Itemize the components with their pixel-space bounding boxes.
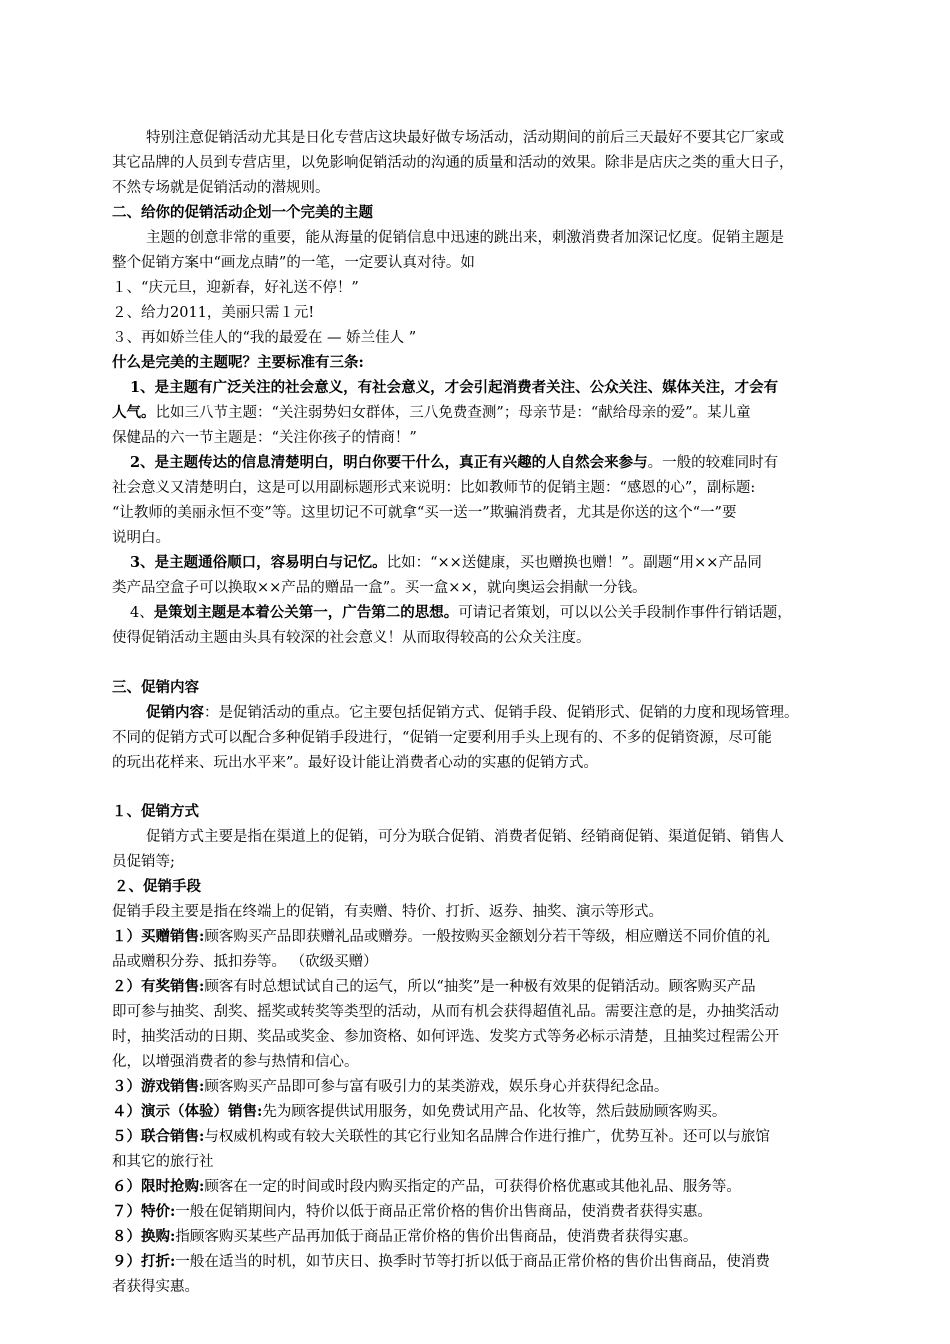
item-3-text: 顾客购买产品即可参与富有吸引力的某类游戏，娱乐身心并获得纪念品。	[204, 1079, 669, 1095]
criterion-2-line-1	[112, 451, 910, 476]
item-1-line-2: 品或赠积分券、抵扣券等。 （砍级买赠）	[112, 954, 378, 970]
sec3-para-line-2: 不同的促销方式可以配合多种促销手段进行，“促销一定要利用手头上现有的、不多的促销资源，尽可能	[112, 730, 772, 746]
intro-line-3: 不然专场就是促销活动的潜规则。	[112, 180, 330, 196]
criterion-4-line-1	[112, 601, 910, 626]
sec3-para-bold: 促销内容	[146, 704, 204, 721]
criterion-2-text: 。一般的较难同时有	[647, 455, 779, 471]
item-4-line-1	[112, 1100, 892, 1125]
criterion-4-line-2: 使得促销活动主题由头具有较深的社会意义！从而取得较高的公众关注度。	[112, 630, 591, 646]
criterion-1-line-1: 1、是主题有广泛关注的社会意义，有社会意义，才会引起消费者关注、公众关注、媒体关注，才会有	[130, 379, 779, 396]
criterion-4-bold: 是策划主题是本着公关第一，广告第二的思想。	[153, 604, 459, 621]
section-2-heading: 二、给你的促销活动企划一个完美的主题	[112, 204, 373, 221]
item-6-label: ６）限时抢购:	[112, 1178, 205, 1195]
item-9-text: 一般在适当的时机，如节庆日、换季时节等打折以低于商品正常价格的售价出售商品，使消费	[175, 1254, 770, 1270]
example-1: １、“庆元旦，迎新春，好礼送不停！”	[112, 280, 359, 296]
item-8-text: 指顾客购买某些产品再加低于商品正常价格的售价出售商品，使消费者获得实惠。	[175, 1229, 698, 1245]
item-1-line-1	[112, 925, 892, 950]
example-2: ２、给力2011，美丽只需１元!	[112, 305, 315, 321]
criteria-question: 什么是完美的主题呢？主要标准有三条:	[112, 354, 364, 371]
item-2-line-2: 即可参与抽奖、刮奖、摇奖或转奖等类型的活动，从而有机会获得超值礼品。需要注意的是，办抽奖活动	[112, 1004, 779, 1020]
criterion-1-bold-tail: 人气。	[112, 404, 156, 421]
sec2-para-line-2: 整个促销方案中“画龙点睛”的一笔，一定要认真对待。如	[112, 255, 475, 271]
subsection-2-intro: 促销手段主要是指在终端上的促销，有卖赠、特价、打折、返券、抽奖、演示等形式。	[112, 904, 663, 920]
criterion-4-text: 可请记者策划，可以以公关手段制作事件行销话题，	[458, 605, 792, 621]
criterion-3-text: 比如：“××送健康，买也赠换也赠！”。副题“用××产品同	[386, 555, 762, 571]
criterion-3-line-1	[112, 551, 910, 576]
criterion-1-line-3: 保健品的六一节主题是：“关注你孩子的情商！”	[112, 430, 417, 446]
criterion-1-line-2	[112, 401, 892, 426]
item-6-text: 顾客在一定的时间或时段内购买指定的产品，可获得价格优惠或其他礼品、服务等。	[204, 1179, 741, 1195]
item-5-label: ５）联合销售:	[112, 1128, 205, 1145]
item-9-label: ９）打折:	[112, 1253, 176, 1270]
intro-line-1: 特别注意促销活动尤其是日化专营店这块最好做专场活动，活动期间的前后三天最好不要其它厂家或	[146, 130, 784, 146]
criterion-1-text: 比如三八节主题：“关注弱势妇女群体，三八免费查测”；母亲节是：“献给母亲的爱”。某儿童	[155, 405, 751, 421]
subsection-1-line-1: 促销方式主要是指在渠道上的促销，可分为联合促销、消费者促销、经销商促销、渠道促销、销售人	[146, 829, 784, 845]
criterion-3-line-2: 类产品空盒子可以换取××产品的赠品一盒”。买一盒××，就向奥运会捐献一分钱。	[112, 580, 647, 596]
sec3-para-line-1	[112, 701, 926, 726]
criterion-2-line-3: “让教师的美丽永恒不变”等。这里切记不可就拿“买一送一”欺骗消费者，尤其是你送的这个“一”要	[112, 505, 737, 521]
item-4-text: 先为顾客提供试用服务，如免费试用产品、化妆等，然后鼓励顾客购买。	[262, 1104, 727, 1120]
sec3-para-line-3: 的玩出花样来、玩出水平来”。最好设计能让消费者心动的实惠的促销方式。	[112, 755, 598, 771]
item-8-label: ８）换购:	[112, 1228, 176, 1245]
item-7-label: ７）特价:	[112, 1203, 176, 1220]
item-5-line-1	[112, 1125, 892, 1150]
item-2-line-4: 化，以增强消费者的参与热情和信心。	[112, 1054, 359, 1070]
example-3: ３、再如娇兰佳人的“我的最爱在 — 娇兰佳人 ”	[112, 330, 417, 346]
item-9-line-2: 者获得实惠。	[112, 1279, 199, 1295]
item-7-line-1	[112, 1200, 892, 1225]
item-4-label: ４）演示（体验）销售:	[112, 1103, 263, 1120]
subsection-2-heading: ２、促销手段	[114, 878, 201, 895]
item-2-line-3: 时，抽奖活动的日期、奖品或奖金、参加资格、如何评选、发奖方式等务必标示清楚，且抽奖过程需公开	[112, 1029, 779, 1045]
criterion-4-number: 4、	[130, 605, 154, 621]
item-6-line-1	[112, 1175, 892, 1200]
sec2-para-line-1: 主题的创意非常的重要，能从海量的促销信息中迅速的跳出来，刺激消费者加深记忆度。促销主题是	[146, 230, 784, 246]
section-3-heading: 三、促销内容	[112, 679, 199, 696]
subsection-1-heading: １、促销方式	[112, 803, 199, 820]
criterion-2-line-2: 社会意义又清楚明白，这是可以用副标题形式来说明：比如教师节的促销主题：“感恩的心”，副标题:	[112, 480, 756, 496]
item-5-text: 与权威机构或有较大关联性的其它行业知名品牌合作进行推广，优势互补。还可以与旅馆	[204, 1129, 770, 1145]
item-2-label: ２）有奖销售:	[112, 978, 205, 995]
subsection-1-line-2: 员促销等;	[112, 854, 175, 870]
criterion-2-bold: 2、是主题传达的信息清楚明白，明白你要干什么，真正有兴趣的人自然会来参与	[130, 454, 648, 471]
intro-line-2: 其它品牌的人员到专营店里，以免影响促销活动的沟通的质量和活动的效果。除非是店庆之类的重大日子，	[112, 155, 794, 171]
item-1-label: １）买赠销售:	[112, 928, 205, 945]
item-1-text: 顾客购买产品即获赠礼品或赠券。一般按购买金额划分若干等级，相应赠送不同价值的礼	[204, 929, 770, 945]
sec3-para-text: ：是促销活动的重点。它主要包括促销方式、促销手段、促销形式、促销的力度和现场管理。	[204, 705, 799, 721]
item-3-line-1	[112, 1075, 892, 1100]
item-2-text: 顾客有时总想试试自己的运气，所以“抽奖”是一种极有效果的促销活动。顾客购买产品	[204, 979, 756, 995]
item-3-label: ３）游戏销售:	[112, 1078, 205, 1095]
criterion-2-line-4: 说明白。	[112, 530, 170, 546]
item-9-line-1	[112, 1250, 892, 1275]
item-5-line-2: 和其它的旅行社	[112, 1154, 214, 1170]
item-8-line-1	[112, 1225, 892, 1250]
item-7-text: 一般在促销期间内，特价以低于商品正常价格的售价出售商品，使消费者获得实惠。	[175, 1204, 712, 1220]
criterion-3-bold: 3、是主题通俗顺口，容易明白与记忆。	[130, 554, 387, 571]
item-2-line-1	[112, 975, 892, 1000]
